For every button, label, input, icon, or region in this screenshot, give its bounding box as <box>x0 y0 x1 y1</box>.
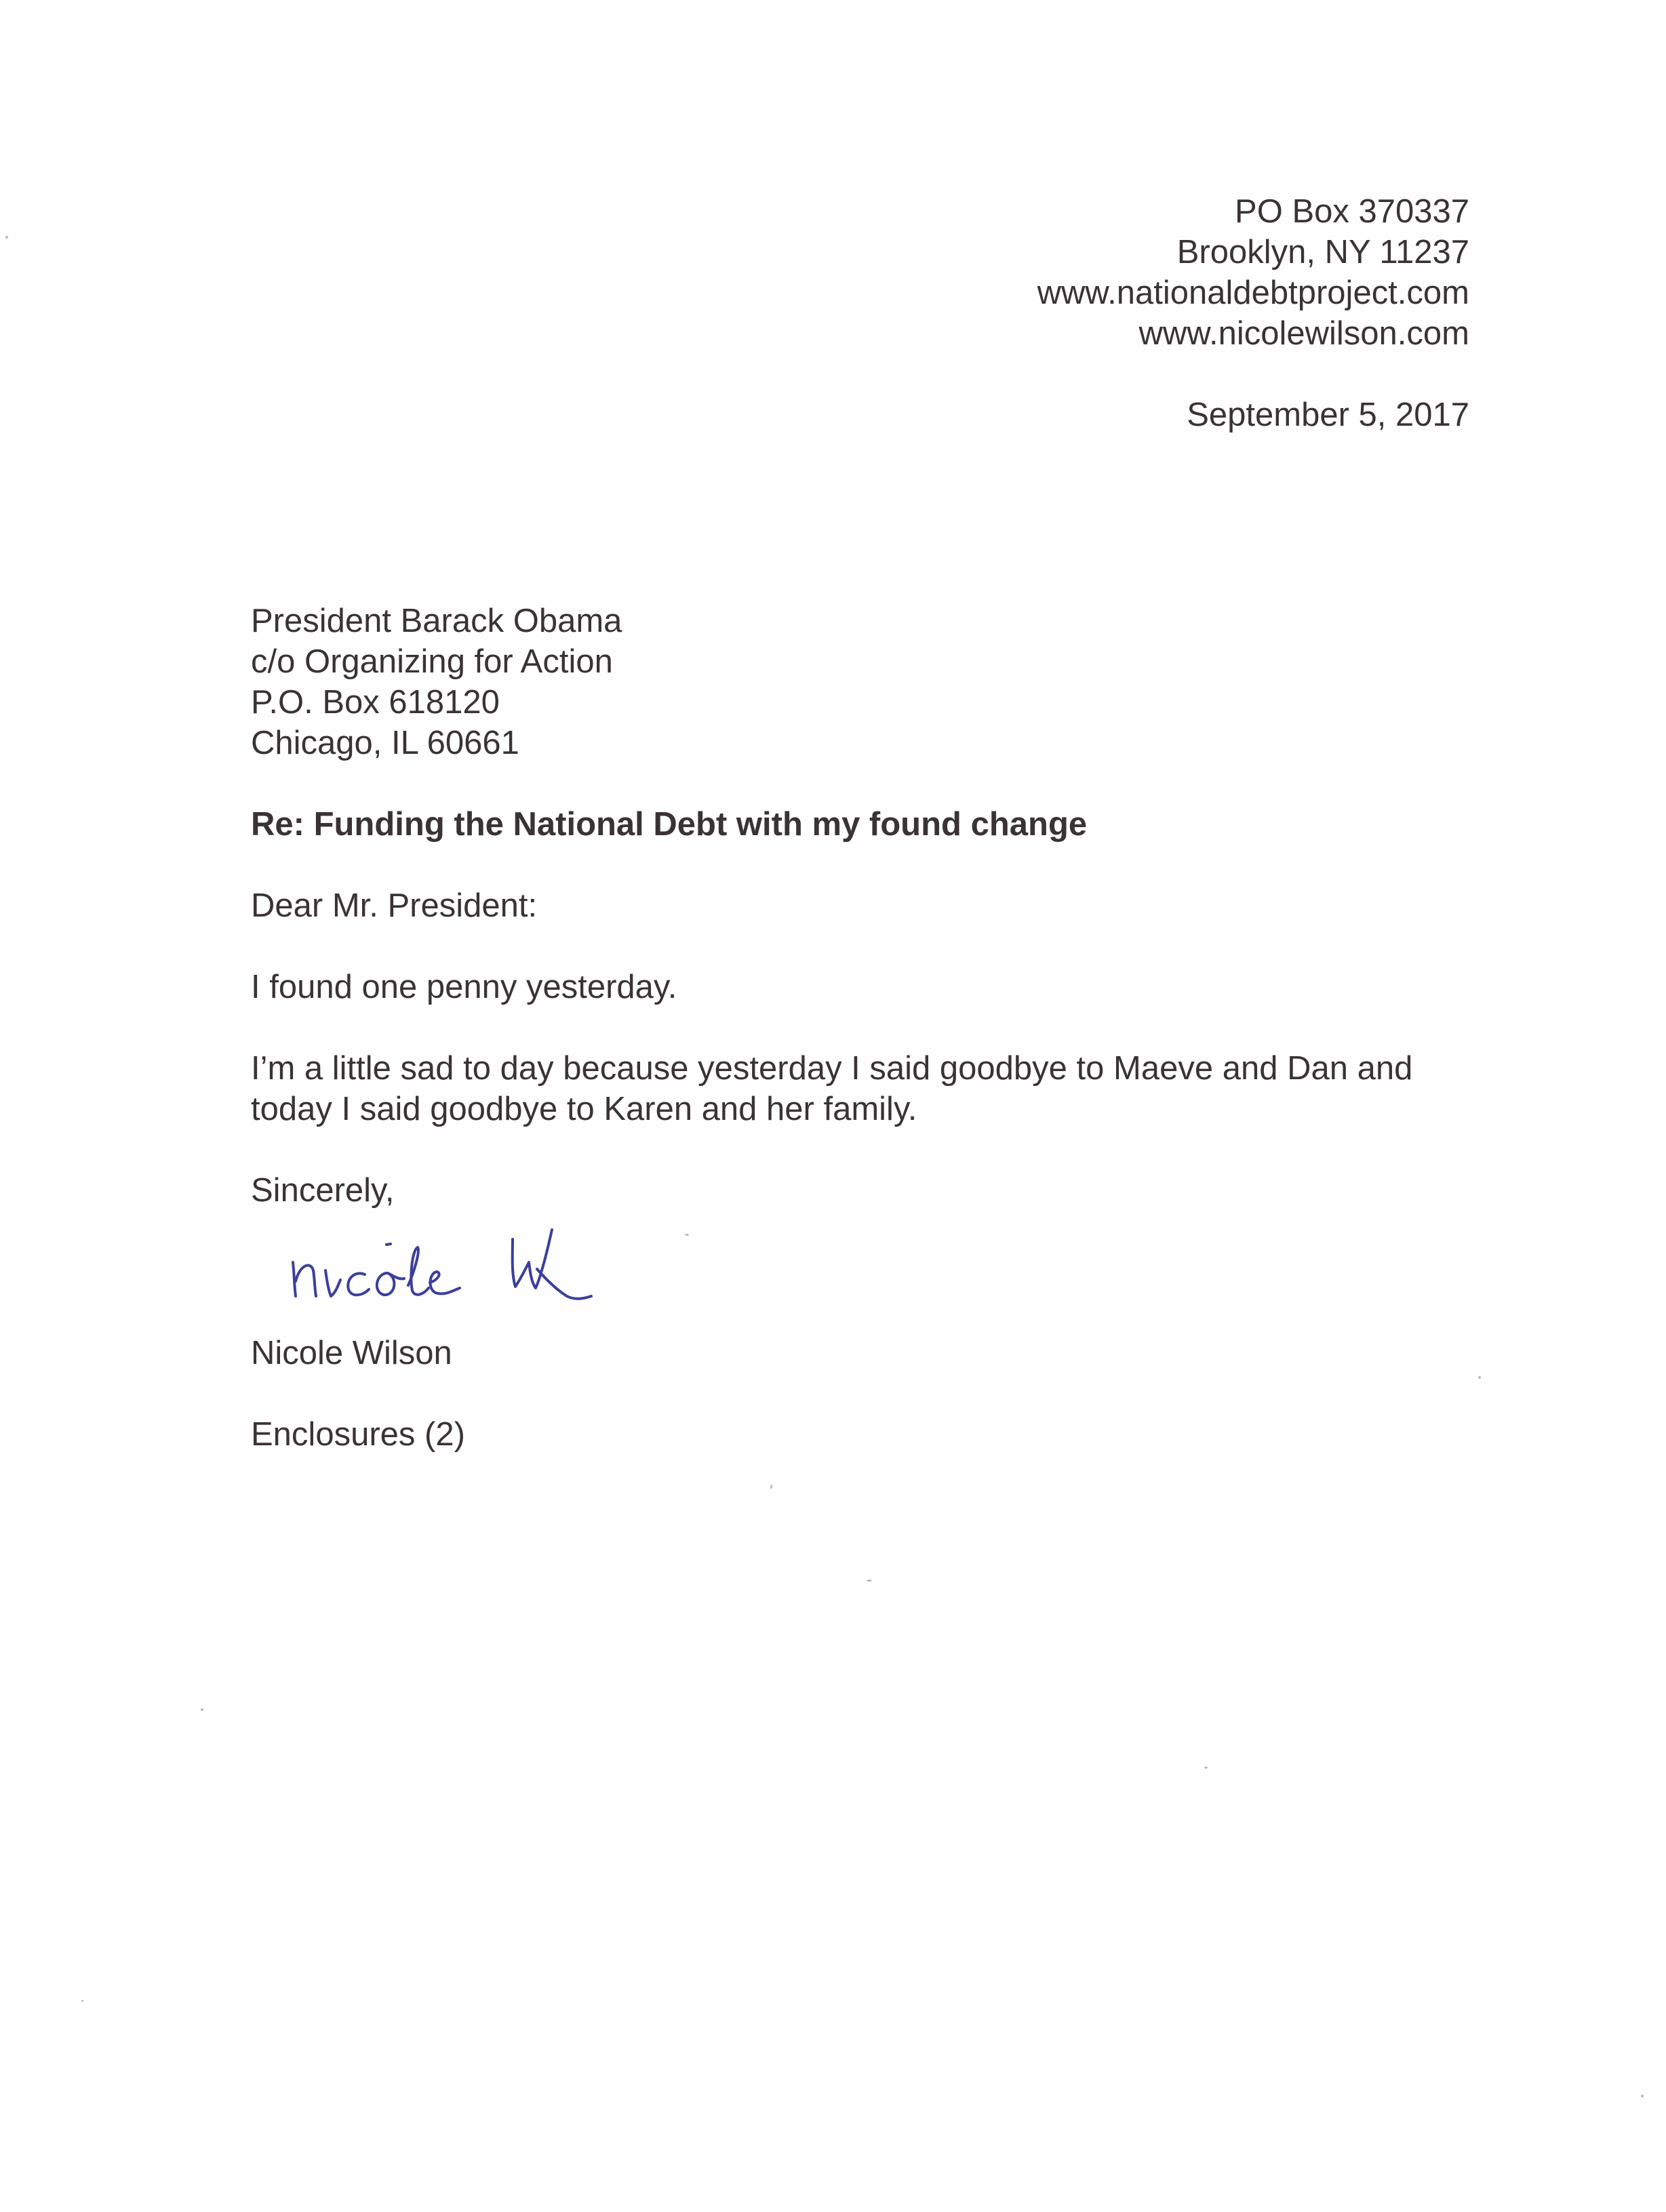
recipient-name: President Barack Obama <box>251 603 622 639</box>
scan-speck <box>770 1485 772 1489</box>
scan-speck <box>5 236 8 239</box>
scan-speck <box>867 1580 872 1582</box>
scan-speck <box>1478 1376 1481 1379</box>
handwritten-signature <box>285 1200 665 1308</box>
body-paragraph-1: I found one penny yesterday. <box>251 969 677 1005</box>
sender-address-block <box>1037 191 1469 354</box>
recipient-city-state-zip: Chicago, IL 60661 <box>251 725 519 761</box>
scan-speck <box>685 1234 689 1236</box>
scan-speck <box>1204 1767 1208 1769</box>
recipient-address-block <box>251 601 622 763</box>
scan-speck <box>201 1708 203 1711</box>
closing: Sincerely, <box>251 1172 395 1209</box>
sender-website-national-debt-project: www.nationaldebtproject.com <box>1037 275 1469 311</box>
signer-name: Nicole Wilson <box>251 1335 452 1371</box>
recipient-po-box: P.O. Box 618120 <box>251 684 500 721</box>
scan-speck <box>1641 2095 1644 2097</box>
sender-city-state-zip: Brooklyn, NY 11237 <box>1176 234 1469 270</box>
scan-speck <box>81 2000 83 2002</box>
subject-line: Re: Funding the National Debt with my found change <box>251 806 1088 843</box>
recipient-care-of: c/o Organizing for Action <box>251 643 613 680</box>
body-paragraph-2: I’m a little sad to day because yesterday I said goodbye to Maeve and Dan and today I said goodbye to Karen and her family. <box>251 1050 1413 1127</box>
sender-website-nicole-wilson: www.nicolewilson.com <box>1138 315 1469 352</box>
enclosures-note: Enclosures (2) <box>251 1416 465 1453</box>
sender-po-box: PO Box 370337 <box>1235 193 1469 230</box>
letter-date: September 5, 2017 <box>1187 397 1469 433</box>
salutation: Dear Mr. President: <box>251 887 538 924</box>
